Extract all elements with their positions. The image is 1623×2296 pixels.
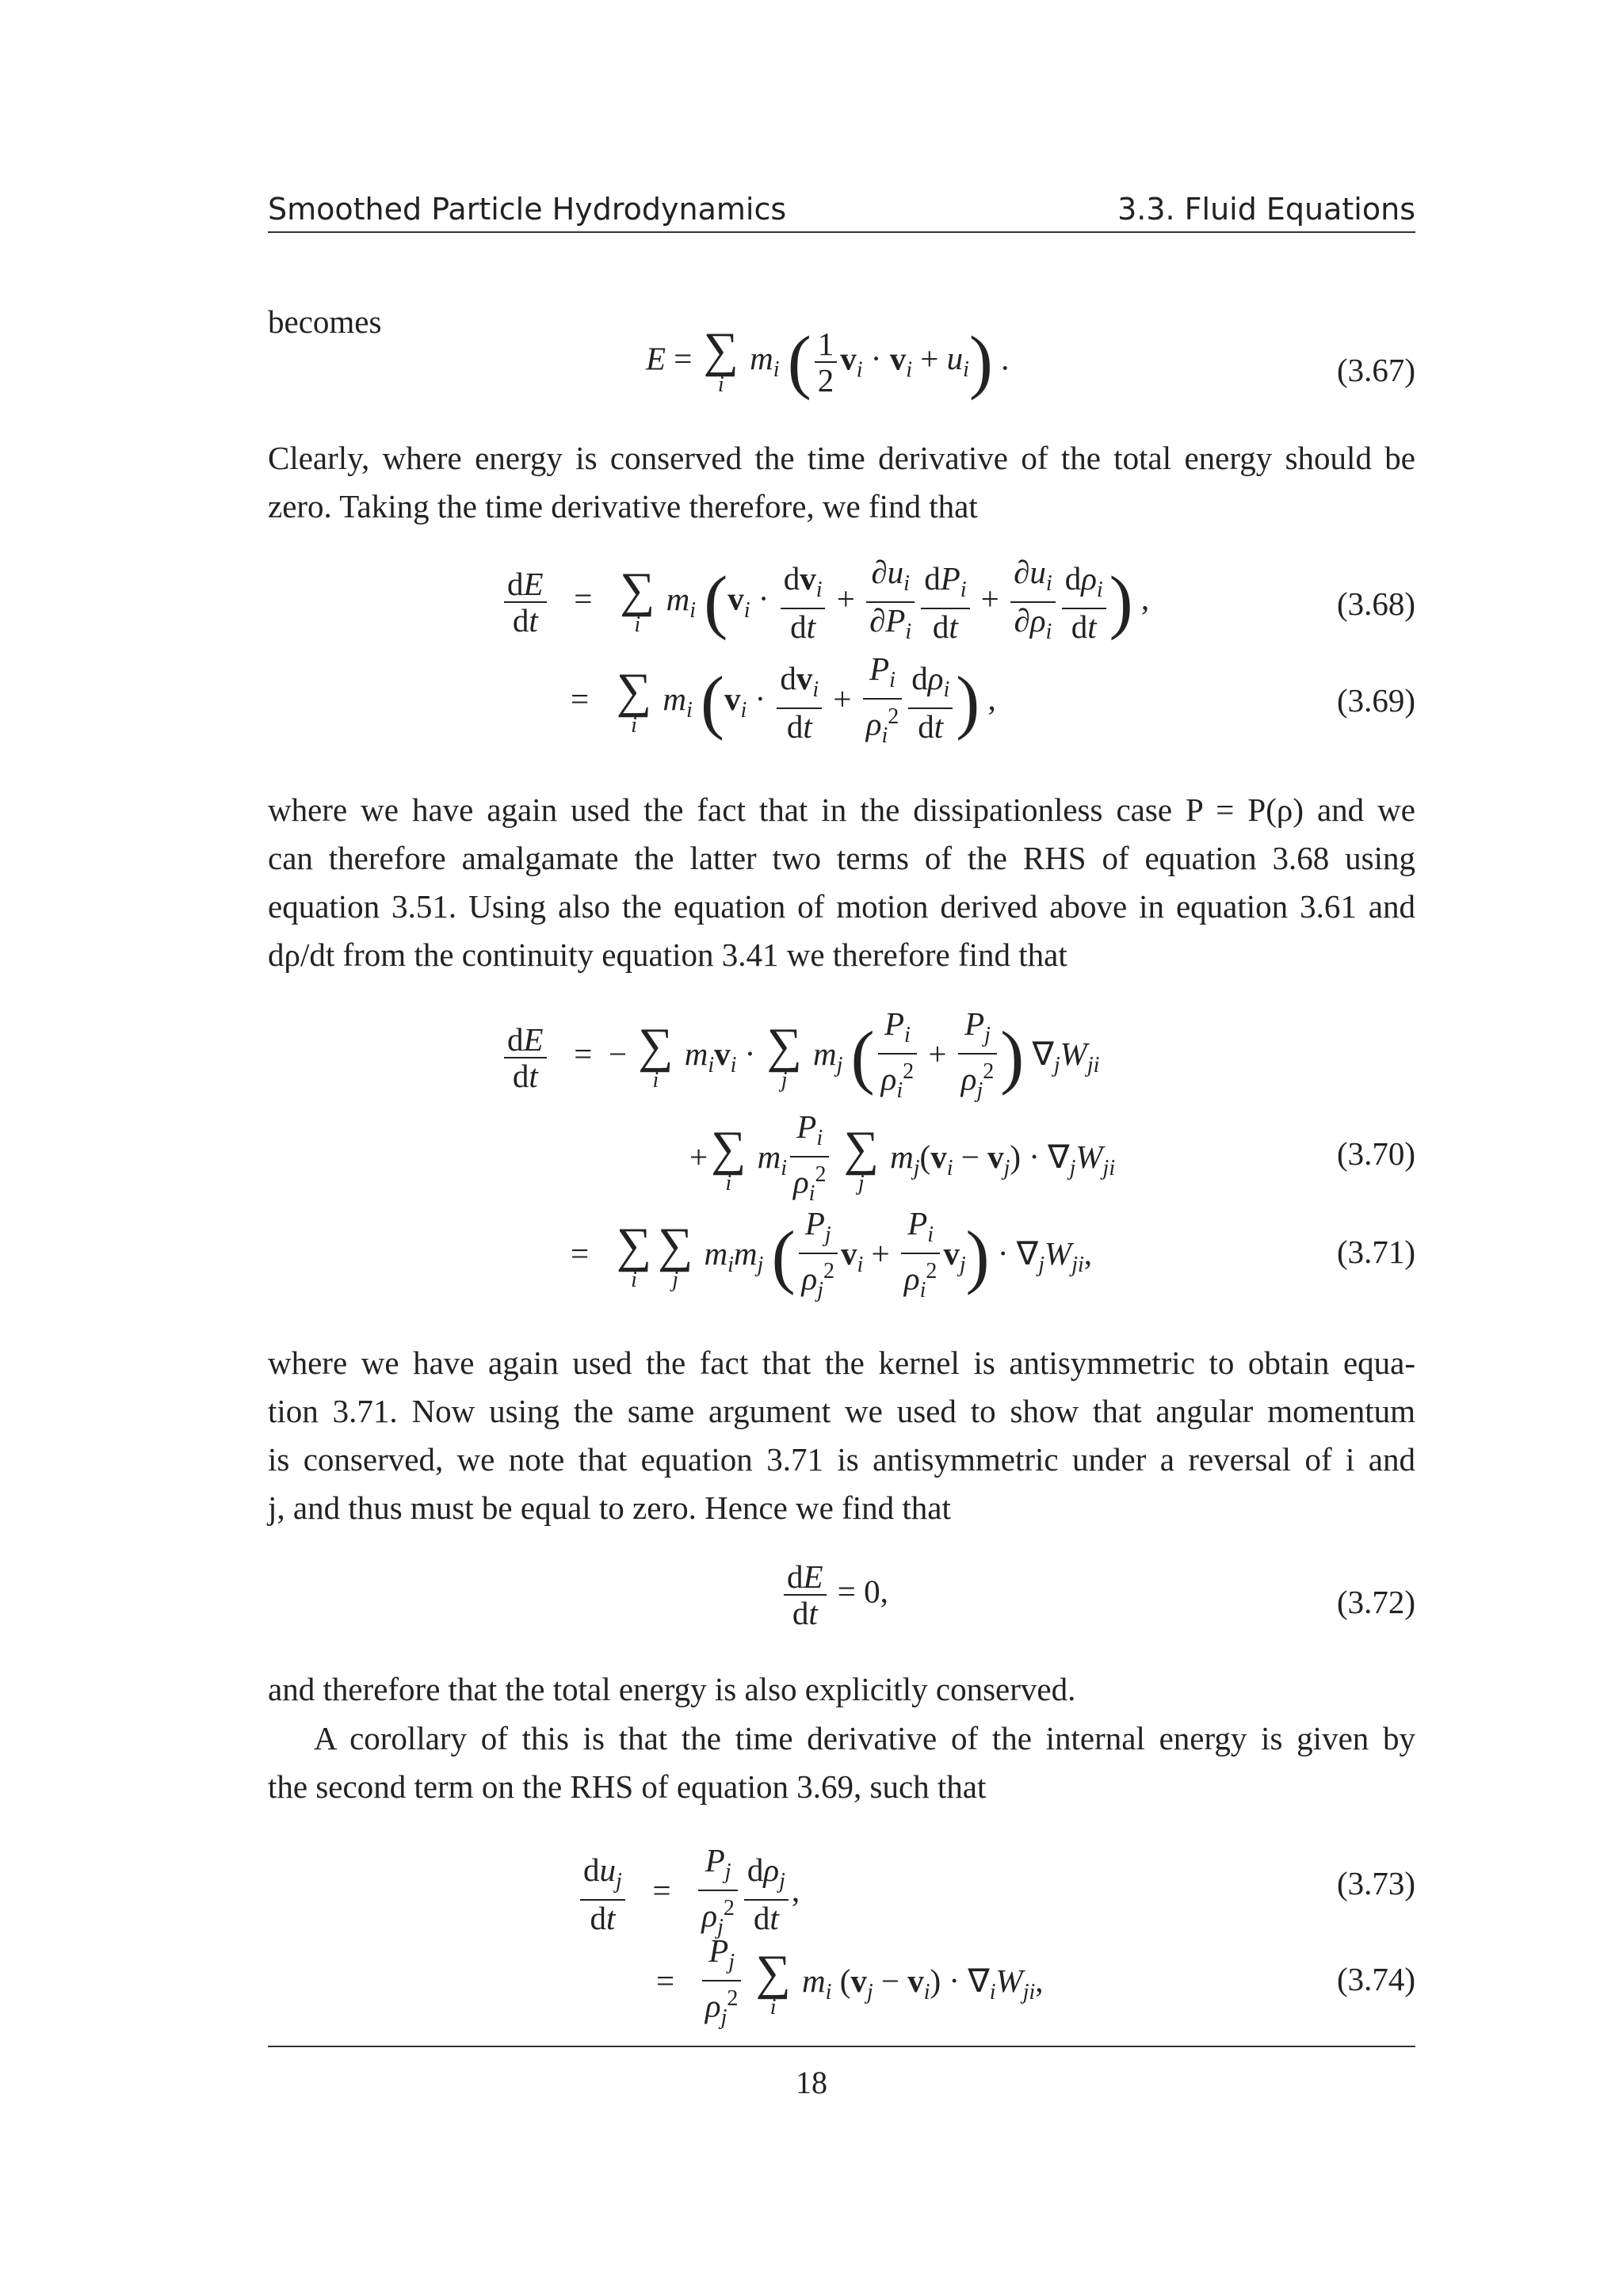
equation-number: (3.71) — [1336, 1234, 1415, 1270]
running-header-left: Smoothed Particle Hydrodynamics — [268, 192, 787, 227]
text-line: j, and thus must be equal to zero. Hence we find that — [268, 1489, 951, 1526]
text-line: dρ/dt from the continuity equation 3.41 we therefore find that — [268, 936, 1067, 973]
text-line: A corollary of this is that the time derivative of the internal energy is given by — [314, 1720, 1415, 1756]
equation-3-69: = ∑ i $m_i$ ($v_i$ · $\frac{dv_i}{dt}$ + $\frac{P_i}{\rho_i^2}$ $\frac{d\rho_i}{dt}$ ) , — [571, 650, 996, 749]
paragraph — [268, 1714, 1415, 1811]
equation-3-70-line-1: $\frac{dE}{dt}$ = − ∑ i $m_iv_i$ · ∑ j $m_j$ ( $\frac{P_i}{\rho_i^2}$ + $\frac{P_j}{\rho_j^2}$ ) $\nabla_jW_{ji}$ — [501, 1006, 1099, 1108]
equation-number: (3.72) — [1336, 1584, 1415, 1620]
text-line: the second term on the RHS of equation 3.69, such that — [268, 1768, 987, 1805]
equation-3-74: = $\frac{P_j}{\rho_j^2}$ ∑ i $m_i$ $(v_j - v_i) \cdot \nabla_iW_{ji}$, — [656, 1932, 1044, 2031]
equation-3-72: $\frac{dE}{dt}$ = 0, — [781, 1559, 888, 1630]
equation-number: (3.67) — [1336, 352, 1415, 388]
paragraph — [268, 1665, 1415, 1714]
text-line: can therefore amalgamate the latter two terms of the RHS of equation 3.68 using — [268, 840, 1415, 876]
text-line: is conserved, we note that equation 3.71 is antisymmetric under a reversal of i and — [268, 1441, 1415, 1478]
paragraph — [268, 1339, 1415, 1532]
equation-number: (3.74) — [1336, 1961, 1415, 1997]
text-line: becomes — [268, 303, 382, 340]
equation-3-67: E = ∑ i $m_i$ ( $\frac{1}{2}$ $v_i \cdot v_i + u_i$) . — [646, 322, 1010, 401]
equation-3-73: $\frac{du_j}{dt}$ = $\frac{P_j}{\rho_j^2}$ $\frac{d\rho_j}{dt}$ , — [577, 1843, 800, 1945]
paragraph — [268, 434, 1415, 531]
equation-number: (3.73) — [1336, 1865, 1415, 1901]
equation-3-70-line-2: + ∑ i $m_i$ $\frac{P_i}{\rho_i^2}$ ∑ j $m_j(v_i - v_j) \cdot \nabla_jW_{ji}$ — [689, 1108, 1116, 1207]
text-line: Clearly, where energy is conserved the time derivative of the total energy should be — [268, 440, 1415, 476]
footer-rule — [268, 2046, 1415, 2047]
header-rule — [268, 231, 1415, 233]
equation-number: (3.68) — [1336, 585, 1415, 622]
running-header-right: 3.3. Fluid Equations — [1117, 192, 1415, 227]
text-line: equation 3.51. Using also the equation of motion derived above in equation 3.61 and — [268, 888, 1415, 925]
text-line: where we have again used the fact that in the dissipationless case P = P(ρ) and we — [268, 791, 1415, 828]
equation-3-71: = ∑ i ∑ j $m_im_j$ ( $\frac{P_j}{\rho_j^2}$ $v_i$ + $\frac{P_i}{\rho_i^2}$ $v_j) \cdot \nabla_jW_{ji}$, — [571, 1205, 1092, 1303]
text-line: where we have again used the fact that the kernel is antisymmetric to obtain equa- — [268, 1344, 1415, 1381]
text-line: zero. Taking the time derivative therefore, we find that — [268, 488, 978, 524]
equation-number: (3.69) — [1336, 682, 1415, 719]
text-line: and therefore that the total energy is also explicitly conserved. — [268, 1671, 1076, 1707]
paragraph — [268, 786, 1415, 979]
text-line: tion 3.71. Now using the same argument we used to show that angular momentum — [268, 1393, 1415, 1429]
page-number: 18 — [796, 2065, 827, 2100]
equation-3-68: $\frac{dE}{dt}$ = ∑ i $m_i$ ($v_i$ · $\frac{dv_i}{dt}$ + $\frac{\partial u_i}{\partial P_i}$ $\frac{dP_i}{dt}$ + $\frac{\partial u_i}{\partial\rho_i}$ $\frac{d\rho_i}{dt}$ ) , — [501, 555, 1149, 650]
equation-number: (3.70) — [1336, 1135, 1415, 1172]
